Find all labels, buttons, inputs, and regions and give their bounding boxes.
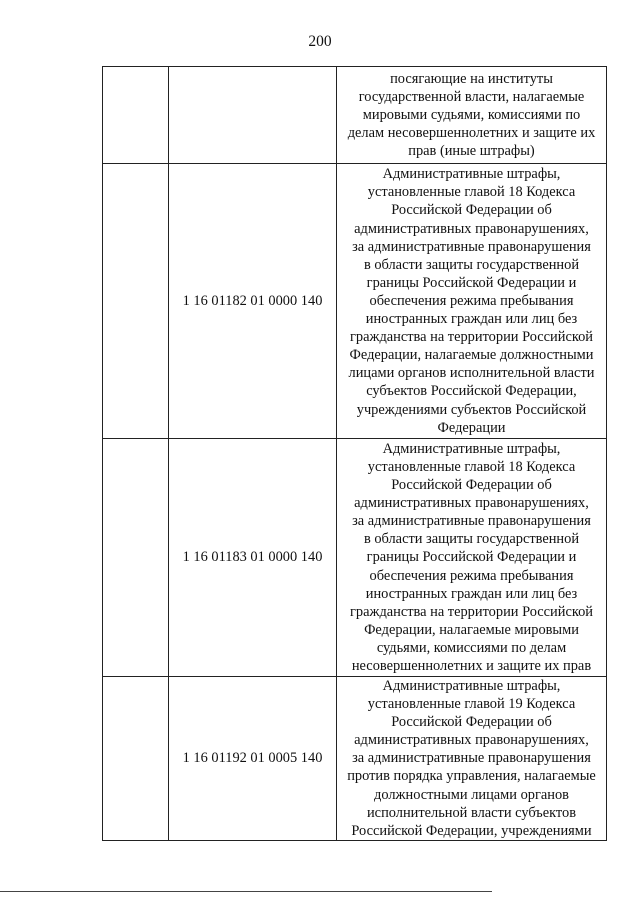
description-line: посягающие на институты (390, 70, 553, 87)
description-cell (337, 164, 607, 439)
budget-code-cell: 1 16 01182 01 0000 140 (169, 164, 337, 439)
description-line: Административные штрафы, (382, 440, 561, 457)
description-line: против порядка управления, налагаемые (347, 768, 596, 785)
admin-code-cell (103, 164, 169, 439)
footer-divider (0, 891, 492, 892)
description-cell (337, 439, 607, 677)
description-line: Административные штрафы, (382, 166, 561, 183)
description-line: гражданства на территории Российской (350, 329, 593, 346)
description-cell (337, 67, 607, 164)
description-line: государственной власти, налагаемые (358, 88, 585, 105)
description-line: Федерации (437, 419, 506, 436)
description-line: Федерации, налагаемые мировыми (364, 621, 579, 638)
description-line: иностранных граждан или лиц без (365, 585, 578, 602)
admin-code-cell (103, 439, 169, 677)
description-line: прав (иные штрафы) (408, 143, 535, 160)
description-line: обеспечения режима пребывания (369, 567, 574, 584)
description-line: в области защиты государственной (363, 531, 580, 548)
description-line: за административные правонарушения (352, 513, 591, 530)
description-line: субъектов Российской Федерации, (366, 383, 577, 400)
description-line: Российской Федерации об (391, 714, 552, 731)
description-line: Федерации, налагаемые должностными (349, 347, 594, 364)
admin-code-cell (103, 677, 169, 841)
page-number: 200 (308, 33, 332, 50)
table-row (103, 677, 607, 841)
description-line: судьями, комиссиями по делам (376, 639, 567, 656)
description-line: за административные правонарушения (352, 238, 591, 255)
table-row (103, 164, 607, 439)
budget-code-cell (169, 67, 337, 164)
description-line: установленные главой 18 Кодекса (367, 458, 576, 475)
table-row (103, 67, 607, 164)
budget-classification-table (102, 66, 607, 841)
budget-code-cell: 1 16 01192 01 0005 140 (169, 677, 337, 841)
description-line: должностными лицами органов (374, 786, 569, 803)
description-line: Административные штрафы, (382, 678, 561, 694)
budget-code-cell: 1 16 01183 01 0000 140 (169, 439, 337, 677)
description-line: установленные главой 18 Кодекса (367, 184, 576, 201)
description-line: исполнительной власти субъектов (366, 804, 577, 821)
description-line: иностранных граждан или лиц без (365, 311, 578, 328)
description-line: лицами органов исполнительной власти (348, 365, 595, 382)
admin-code-cell (103, 67, 169, 164)
description-line: за административные правонарушения (352, 750, 591, 767)
description-line: административных правонарушениях, (354, 220, 589, 237)
description-line: Российской Федерации, учреждениями (351, 822, 592, 839)
description-line: установленные главой 19 Кодекса (367, 696, 576, 713)
description-line: несовершеннолетних и защите их прав (351, 658, 592, 675)
description-line: в области защиты государственной (363, 256, 580, 273)
table-row (103, 439, 607, 677)
description-line: границы Российской Федерации и (366, 274, 577, 291)
description-line: обеспечения режима пребывания (369, 292, 574, 309)
description-cell (337, 677, 607, 841)
description-line: учреждениями субъектов Российской (356, 401, 587, 418)
description-line: гражданства на территории Российской (350, 603, 593, 620)
description-line: административных правонарушениях, (354, 732, 589, 749)
description-line: делам несовершеннолетних и защите их (347, 125, 596, 142)
description-line: Российской Федерации об (391, 477, 552, 494)
description-line: административных правонарушениях, (354, 495, 589, 512)
description-line: Российской Федерации об (391, 202, 552, 219)
description-line: границы Российской Федерации и (366, 549, 577, 566)
description-line: мировыми судьями, комиссиями по (362, 106, 581, 123)
